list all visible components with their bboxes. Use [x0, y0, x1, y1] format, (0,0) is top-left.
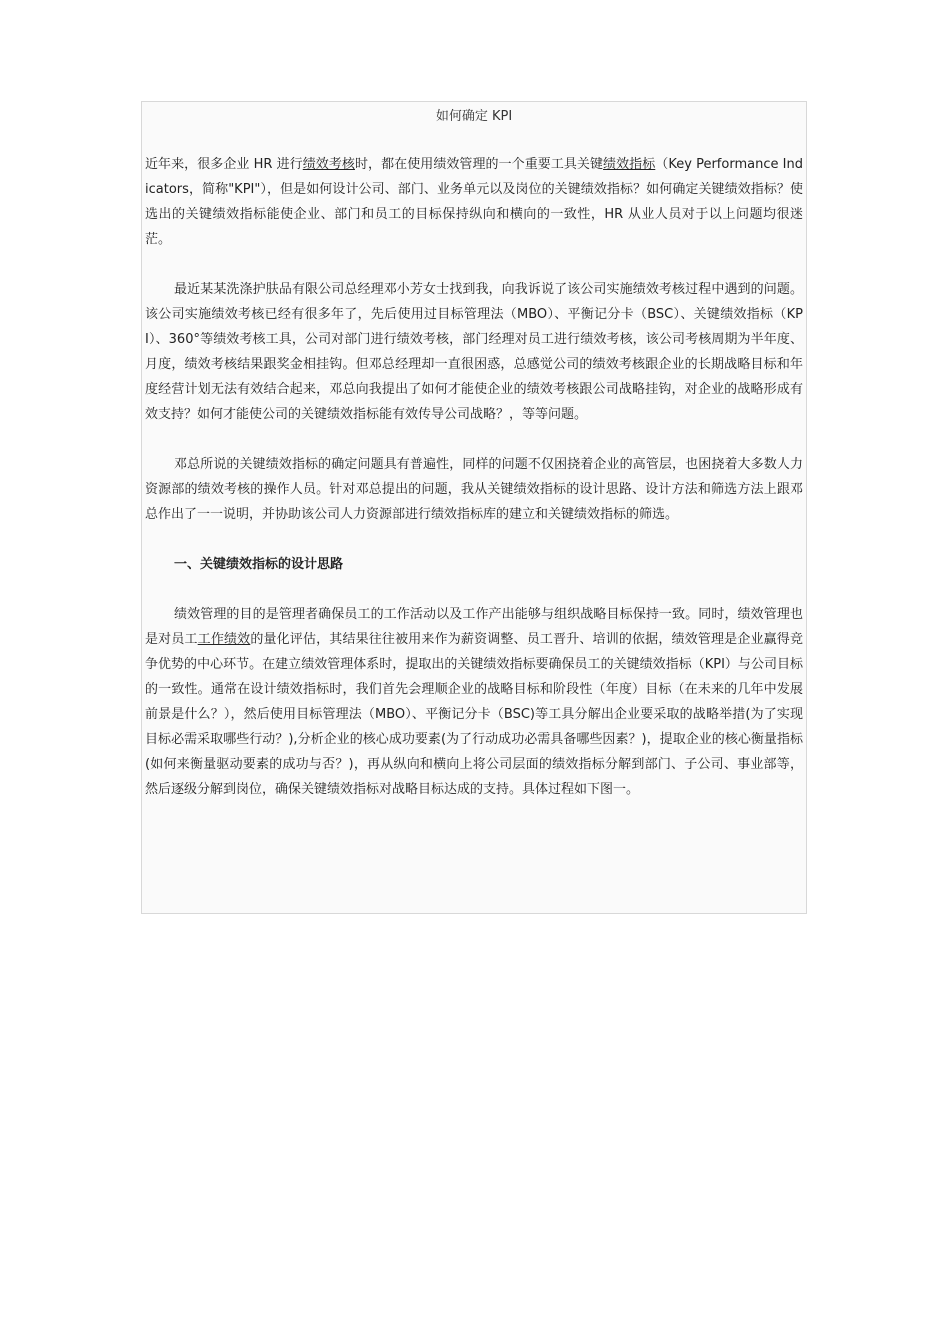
paragraph-design-approach — [145, 602, 803, 802]
paragraph-intro — [145, 152, 803, 252]
paragraph-text: （Key Performance Indicators，简称"KPI"），但是如何设计公司、部门、业务单元以及岗位的关键绩效指标？如何确定关键绩效指标？使选出的关键绩效指标能使企业、部门和员工的目标保持纵向和横向的一致性，HR 从业人员对于以上问题均很迷茫。 — [145, 157, 803, 247]
paragraph-text: 时，都在使用绩效管理的一个重要工具关键 — [354, 157, 604, 172]
paragraph-case: 最近某某洗涤护肤品有限公司总经理邓小芳女士找到我，向我诉说了该公司实施绩效考核过程中遇到的问题。该公司实施绩效考核已经有很多年了，先后使用过目标管理法（MBO）、平衡记分卡（BSC）、关键绩效指标（KPI）、360°等绩效考核工具，公司对部门进行绩效考核，部门经理对员工进行绩效考核，该公司考核周期为半年度、月度，绩效考核结果跟奖金相挂钩。但邓总经理却一直很困惑，总感觉公司的绩效考核跟企业的长期战略目标和年度经营计划无法有效结合起来，邓总向我提出了如何才能使企业的绩效考核跟公司战略挂钩，对企业的战略形成有效支持？如何才能使公司的关键绩效指标能有效传导公司战略？，等等问题。 — [145, 282, 803, 422]
link-performance-appraisal[interactable]: 绩效考核 — [302, 157, 355, 172]
paragraph-text: 绩效管理的目的是管理者确保员工的工作活动以及工作产出能够与组织战略目标保持一致。同时，绩效管理也是对员工 — [145, 607, 803, 647]
paragraph-text: 的量化评估，其结果往往被用来作为薪资调整、员工晋升、培训的依据，绩效管理是企业赢得竞争优势的中心环节。在建立绩效管理体系时，提取出的关键绩效指标要确保员工的关键绩效指标（KPI）与公司目标的一致性。通常在设计绩效指标时，我们首先会理顺企业的战略目标和阶段性（年度）目标（在未来的几年中发展前景是什么？），然后使用目标管理法（MBO）、平衡记分卡（BSC)等工具分解出企业要采取的战略举措(为了实现目标必需采取哪些行动？),分析企业的核心成功要素(为了行动成功必需具备哪些因素？)，提取企业的核心衡量指标 (如何来衡量驱动要素的成功与否？)，再从纵向和横向上将公司层面的绩效指标分解到部门、子公司、事业部等，然后逐级分解到岗位，确保关键绩效指标对战略目标达成的支持。具体过程如下图一。 — [145, 632, 803, 797]
link-work-performance[interactable]: 工作绩效 — [197, 632, 251, 647]
article-container — [141, 101, 807, 914]
link-performance-indicator[interactable]: 绩效指标 — [603, 157, 656, 172]
article-title: 如何确定 KPI — [435, 109, 513, 124]
section-heading: 一、关键绩效指标的设计思路 — [174, 557, 344, 572]
paragraph-response: 邓总所说的关键绩效指标的确定问题具有普遍性，同样的问题不仅困挠着企业的高管层，也困挠着大多数人力资源部的绩效考核的操作人员。针对邓总提出的问题，我从关键绩效指标的设计思路、设计方法和筛选方法上跟邓总作出了一一说明，并协助该公司人力资源部进行绩效指标库的建立和关键绩效指标的筛选。 — [145, 457, 803, 522]
paragraph-text: 近年来，很多企业 HR 进行 — [145, 157, 303, 172]
